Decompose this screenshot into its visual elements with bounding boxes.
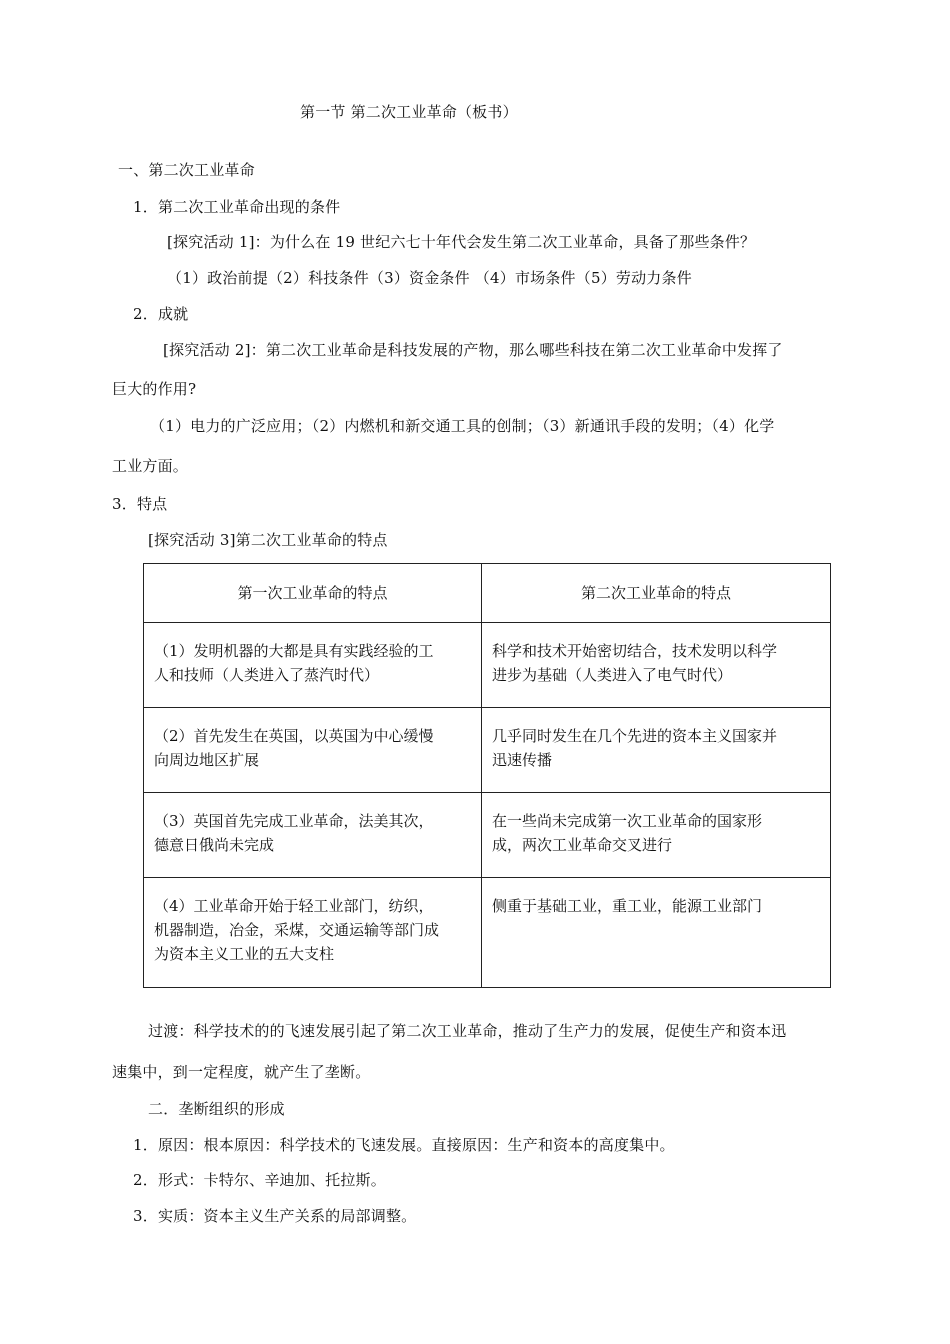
activity2-question-line2: 巨大的作用? <box>112 380 197 398</box>
section2-heading: 二．垄断组织的形成 <box>148 1100 285 1118</box>
table-cell-second: 科学和技术开始密切结合，技术发明以科学 进步为基础（人类进入了电气时代） <box>482 623 831 708</box>
page-title: 第一节 第二次工业革命（板书） <box>300 103 518 121</box>
table-row <box>144 708 831 793</box>
table-cell-second: 在一些尚未完成第一次工业革命的国家形 成，两次工业革命交叉进行 <box>482 793 831 878</box>
sub2-heading: 2．成就 <box>133 305 189 323</box>
table-cell-second: 几乎同时发生在几个先进的资本主义国家并 迅速传播 <box>482 708 831 793</box>
activity3-title: [探究活动 3]第二次工业革命的特点 <box>148 531 388 549</box>
table-row <box>144 793 831 878</box>
transition-line1: 过渡：科学技术的的飞速发展引起了第二次工业革命，推动了生产力的发展，促使生产和资本迅 <box>148 1022 787 1040</box>
activity1-question: [探究活动 1]：为什么在 19 世纪六七十年代会发生第二次工业革命，具备了那些条件？ <box>167 233 756 251</box>
sub1-heading: 1．第二次工业革命出现的条件 <box>133 198 341 216</box>
table-cell-first: （3）英国首先完成工业革命，法美其次， 德意日俄尚未完成 <box>144 793 482 878</box>
sub3-heading: 3．特点 <box>112 495 168 513</box>
activity2-question-line1: [探究活动 2]：第二次工业革命是科技发展的产物，那么哪些科技在第二次工业革命中发挥了 <box>163 341 783 359</box>
table-header-row <box>144 564 831 623</box>
table-row <box>144 878 831 988</box>
activity2-answer-line2: 工业方面。 <box>112 457 189 475</box>
activity2-answer-line1: （1）电力的广泛应用；（2）内燃机和新交通工具的创制；（3）新通讯手段的发明；（4）化学 <box>150 417 775 435</box>
table-header-second: 第二次工业革命的特点 <box>482 564 831 623</box>
activity1-answer: （1）政治前提（2）科技条件（3）资金条件 （4）市场条件（5）劳动力条件 <box>167 269 692 287</box>
table-cell-first: （1）发明机器的大都是具有实践经验的工 人和技师（人类进入了蒸汽时代） <box>144 623 482 708</box>
section2-item-form: 2．形式：卡特尔、辛迪加、托拉斯。 <box>133 1171 386 1189</box>
comparison-table <box>143 563 831 988</box>
section2-item-reason: 1．原因：根本原因：科学技术的飞速发展。直接原因：生产和资本的高度集中。 <box>133 1136 675 1154</box>
table-cell-first: （4）工业革命开始于轻工业部门，纺织， 机器制造，冶金，采煤，交通运输等部门成 为资本主义工业的五大支柱 <box>144 878 482 988</box>
table-row <box>144 623 831 708</box>
table-cell-first: （2）首先发生在英国，以英国为中心缓慢 向周边地区扩展 <box>144 708 482 793</box>
table-header-first: 第一次工业革命的特点 <box>144 564 482 623</box>
table-cell-second: 侧重于基础工业，重工业，能源工业部门 <box>482 878 831 988</box>
section1-heading: 一、第二次工业革命 <box>118 161 255 179</box>
transition-line2: 速集中，到一定程度，就产生了垄断。 <box>112 1063 371 1081</box>
section2-item-essence: 3．实质：资本主义生产关系的局部调整。 <box>133 1207 417 1225</box>
